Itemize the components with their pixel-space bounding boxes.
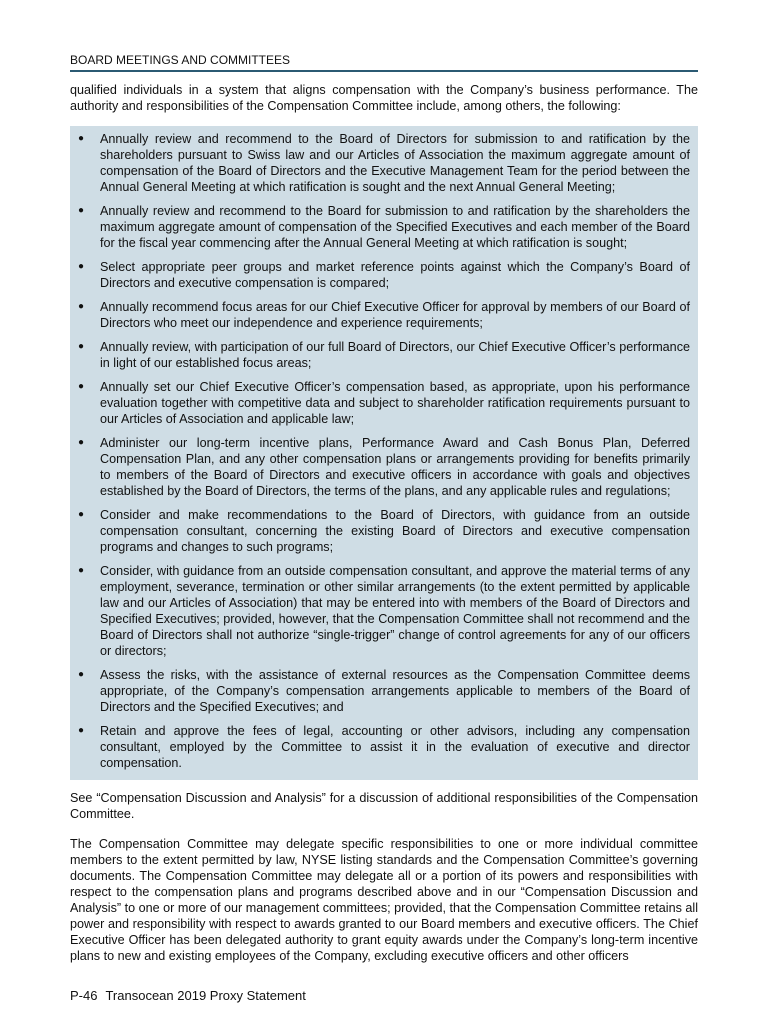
list-item: [78, 259, 690, 291]
intro-paragraph: qualified individuals in a system that aligns compensation with the Company’s business performance. The authority and responsibilities of the Compensation Committee include, among others, the following:: [70, 83, 698, 113]
page-footer: [70, 988, 698, 1024]
bullet-icon: ●: [78, 437, 85, 448]
list-item: [78, 299, 690, 331]
bullet-icon: ●: [78, 725, 85, 736]
list-item: [78, 667, 690, 715]
document-title: Transocean 2019 Proxy Statement: [105, 988, 306, 1003]
list-item-text: Annually review, with participation of our full Board of Directors, our Chief Executive Officer’s performance in light of our established focus areas;: [100, 340, 690, 370]
bullet-icon: ●: [78, 205, 85, 216]
list-item: [78, 723, 690, 771]
list-item: [78, 379, 690, 427]
list-item-text: Annually recommend focus areas for our Chief Executive Officer for approval by members of our Board of Directors who meet our independence and experience requirements;: [100, 300, 690, 330]
list-item: [78, 339, 690, 371]
bullet-icon: ●: [78, 509, 85, 520]
delegation-paragraph: The Compensation Committee may delegate specific responsibilities to one or more individual committee members to the extent permitted by law, NYSE listing standards and the Compensation Committee’s governing documents. The Compensation Committee may delegate all or a portion of its powers and responsibilities with respect to the compensation plans and programs described above and in our “Compensation Discussion and Analysis” to one or more of our management committees; provided, that the Compensation Committee retains all power and responsibility with respect to awards granted to our Board members and executive officers. The Chief Executive Officer has been delegated authority to grant equity awards under the Company’s long-term incentive plans to new and existing employees of the Company, excluding executive officers and other officers: [70, 837, 698, 963]
responsibilities-list: [70, 126, 698, 780]
list-item-text: Select appropriate peer groups and market reference points against which the Company’s Board of Directors and executive compensation is compared;: [100, 260, 690, 290]
list-item-text: Retain and approve the fees of legal, accounting or other advisors, including any compensation consultant, employed by the Committee to assist it in the evaluation of executive and director compensation.: [100, 724, 690, 770]
bullet-icon: ●: [78, 301, 85, 312]
bullet-icon: ●: [78, 341, 85, 352]
section-header: BOARD MEETINGS AND COMMITTEES: [70, 53, 698, 72]
list-item: [78, 507, 690, 555]
bullet-icon: ●: [78, 381, 85, 392]
list-item: [78, 435, 690, 499]
list-item-text: Annually review and recommend to the Board of Directors for submission to and ratification by the shareholders pursuant to Swiss law and our Articles of Association the maximum aggregate amount of compensation of the Board of Directors and the Executive Management Team for the period between the Annual General Meeting at which ratification is sought and the next Annual General Meeting;: [100, 132, 690, 194]
bullet-icon: ●: [78, 261, 85, 272]
list-item-text: Assess the risks, with the assistance of external resources as the Compensation Committee deems appropriate, of the Company’s compensation arrangements applicable to members of the Board of Directors and the Specified Executives; and: [100, 668, 690, 714]
list-item-text: Consider and make recommendations to the Board of Directors, with guidance from an outside compensation consultant, concerning the existing Board of Directors and executive compensation programs and changes to such programs;: [100, 508, 690, 554]
page-number: P-46: [70, 988, 98, 1003]
see-also-paragraph: See “Compensation Discussion and Analysis” for a discussion of additional responsibilities of the Compensation Committee.: [70, 791, 698, 821]
list-item: [78, 203, 690, 251]
list-item-text: Consider, with guidance from an outside compensation consultant, and approve the material terms of any employment, severance, termination or other similar arrangements (to the extent permitted by applicable law and our Articles of Association) that may be entered into with members of the Board of Directors and Specified Executives; provided, however, that the Compensation Committee shall not recommend and the Board of Directors shall not authorize “single-trigger” change of control agreements for any of our officers or directors;: [100, 564, 690, 658]
bullet-icon: ●: [78, 133, 85, 144]
bullet-icon: ●: [78, 565, 85, 576]
list-item: [78, 131, 690, 195]
list-item-text: Annually set our Chief Executive Officer’s compensation based, as appropriate, upon his performance evaluation together with competitive data and subject to shareholder ratification requirements pursuant to our Articles of Association and applicable law;: [100, 380, 690, 426]
document-page: [70, 0, 698, 1024]
list-item-text: Administer our long-term incentive plans, Performance Award and Cash Bonus Plan, Deferred Compensation Plan, and any other compensation plans or arrangements providing for benefits primarily to members of the Board of Directors and executive officers in accordance with goals and objectives established by the Board of Directors, the terms of the plans, and any applicable rules and regulations;: [100, 436, 690, 498]
list-item: [78, 563, 690, 659]
bullet-icon: ●: [78, 669, 85, 680]
list-item-text: Annually review and recommend to the Board for submission to and ratification by the shareholders the maximum aggregate amount of compensation of the Specified Executives and each member of the Board for the fiscal year commencing after the Annual General Meeting at which ratification is sought;: [100, 204, 690, 250]
